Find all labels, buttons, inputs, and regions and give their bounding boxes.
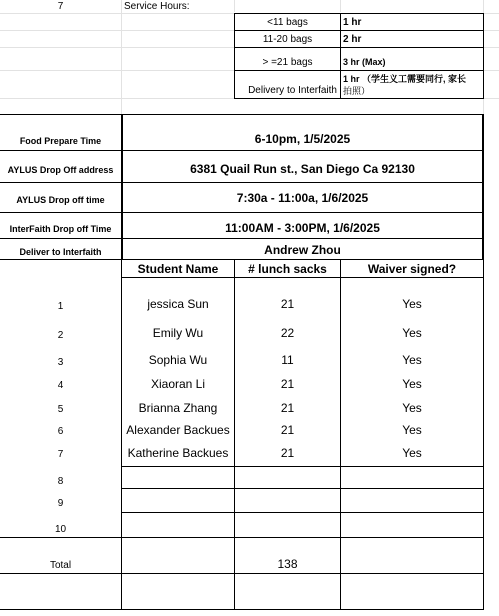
row-number: 5	[57, 404, 64, 415]
row-number: 6	[57, 426, 64, 437]
waiver-status: Yes	[402, 326, 422, 340]
waiver-status: Yes	[402, 297, 422, 311]
gridline	[340, 0, 341, 12]
info-value: Andrew Zhou	[264, 243, 341, 257]
hours-bags-cell: > =21 bags	[262, 57, 313, 68]
student-name: Sophia Wu	[148, 353, 208, 367]
lunch-sacks: 21	[280, 377, 295, 391]
border	[0, 573, 484, 574]
total-value: 138	[277, 557, 298, 571]
student-name: Emily Wu	[152, 326, 204, 340]
border	[234, 98, 483, 99]
border	[340, 13, 341, 99]
info-label: Food Prepare Time	[19, 136, 102, 146]
waiver-status: Yes	[402, 423, 422, 437]
border	[234, 13, 483, 14]
border	[121, 277, 483, 278]
border	[234, 30, 483, 31]
border	[121, 466, 483, 467]
header-waiver-signed: Waiver signed?	[367, 262, 457, 276]
info-label: AYLUS Drop Off address	[7, 165, 114, 175]
lunch-sacks: 21	[280, 423, 295, 437]
lunch-sacks: 21	[280, 446, 295, 460]
row-number: 7	[57, 1, 64, 12]
service-hours-label: Service Hours:	[124, 1, 190, 12]
waiver-status: Yes	[402, 401, 422, 415]
border	[0, 114, 484, 115]
row-number: 3	[57, 357, 64, 368]
row-number: 9	[57, 498, 64, 509]
row-number: 7	[57, 449, 64, 460]
waiver-status: Yes	[402, 446, 422, 460]
student-name: jessica Sun	[147, 297, 209, 311]
border	[482, 114, 484, 260]
row-number: 1	[57, 301, 64, 312]
hours-value-cell: 3 hr (Max)	[343, 57, 386, 67]
lunch-sacks: 21	[280, 401, 295, 415]
border	[0, 609, 484, 610]
info-value: 6-10pm, 1/5/2025	[254, 132, 351, 146]
border	[234, 47, 483, 48]
hours-value-cell: 1 hr （学生义工需要同行, 家长	[343, 74, 467, 84]
info-value: 6381 Quail Run st., San Diego Ca 92130	[190, 162, 415, 176]
border	[0, 537, 484, 538]
hours-bags-cell: 11-20 bags	[262, 34, 313, 45]
student-name: Alexander Backues	[126, 423, 230, 437]
lunch-sacks: 22	[280, 326, 295, 340]
hours-value-cell: 拍照）	[343, 86, 371, 96]
hours-value-cell: 2 hr	[343, 34, 362, 45]
total-label: Total	[49, 560, 72, 571]
info-value: 7:30a - 11:00a, 1/6/2025	[236, 191, 369, 205]
row-number: 4	[57, 380, 64, 391]
lunch-sacks: 21	[280, 297, 295, 311]
border	[0, 238, 484, 239]
hours-value-cell: 1 hr	[343, 17, 362, 28]
info-value: 11:00AM - 3:00PM, 1/6/2025	[225, 221, 380, 235]
lunch-sacks: 11	[281, 353, 294, 367]
hours-bags-cell: Delivery to Interfaith	[248, 85, 337, 96]
border	[0, 212, 484, 213]
waiver-status: Yes	[402, 353, 422, 367]
info-label: Deliver to Interfaith	[19, 247, 102, 257]
info-label: InterFaith Drop off Time	[9, 224, 112, 234]
student-name: Brianna Zhang	[138, 401, 218, 415]
header-lunch-sacks: # lunch sacks	[248, 262, 327, 276]
border	[0, 150, 484, 151]
border	[0, 259, 484, 260]
student-name: Katherine Backues	[127, 446, 229, 460]
border	[234, 70, 483, 71]
info-label: AYLUS Drop off time	[16, 195, 105, 205]
border	[121, 488, 483, 489]
row-number: 2	[57, 330, 64, 341]
gridline	[121, 0, 122, 114]
header-student-name: Student Name	[137, 262, 219, 276]
row-number: 10	[54, 524, 67, 535]
student-name: Xiaoran Li	[150, 377, 206, 391]
row-number: 8	[57, 476, 64, 487]
border	[121, 512, 483, 513]
gridline	[234, 0, 235, 12]
hours-bags-cell: <11 bags	[267, 17, 308, 28]
border	[0, 182, 484, 183]
border	[483, 13, 484, 99]
waiver-status: Yes	[402, 377, 422, 391]
border	[483, 259, 484, 610]
